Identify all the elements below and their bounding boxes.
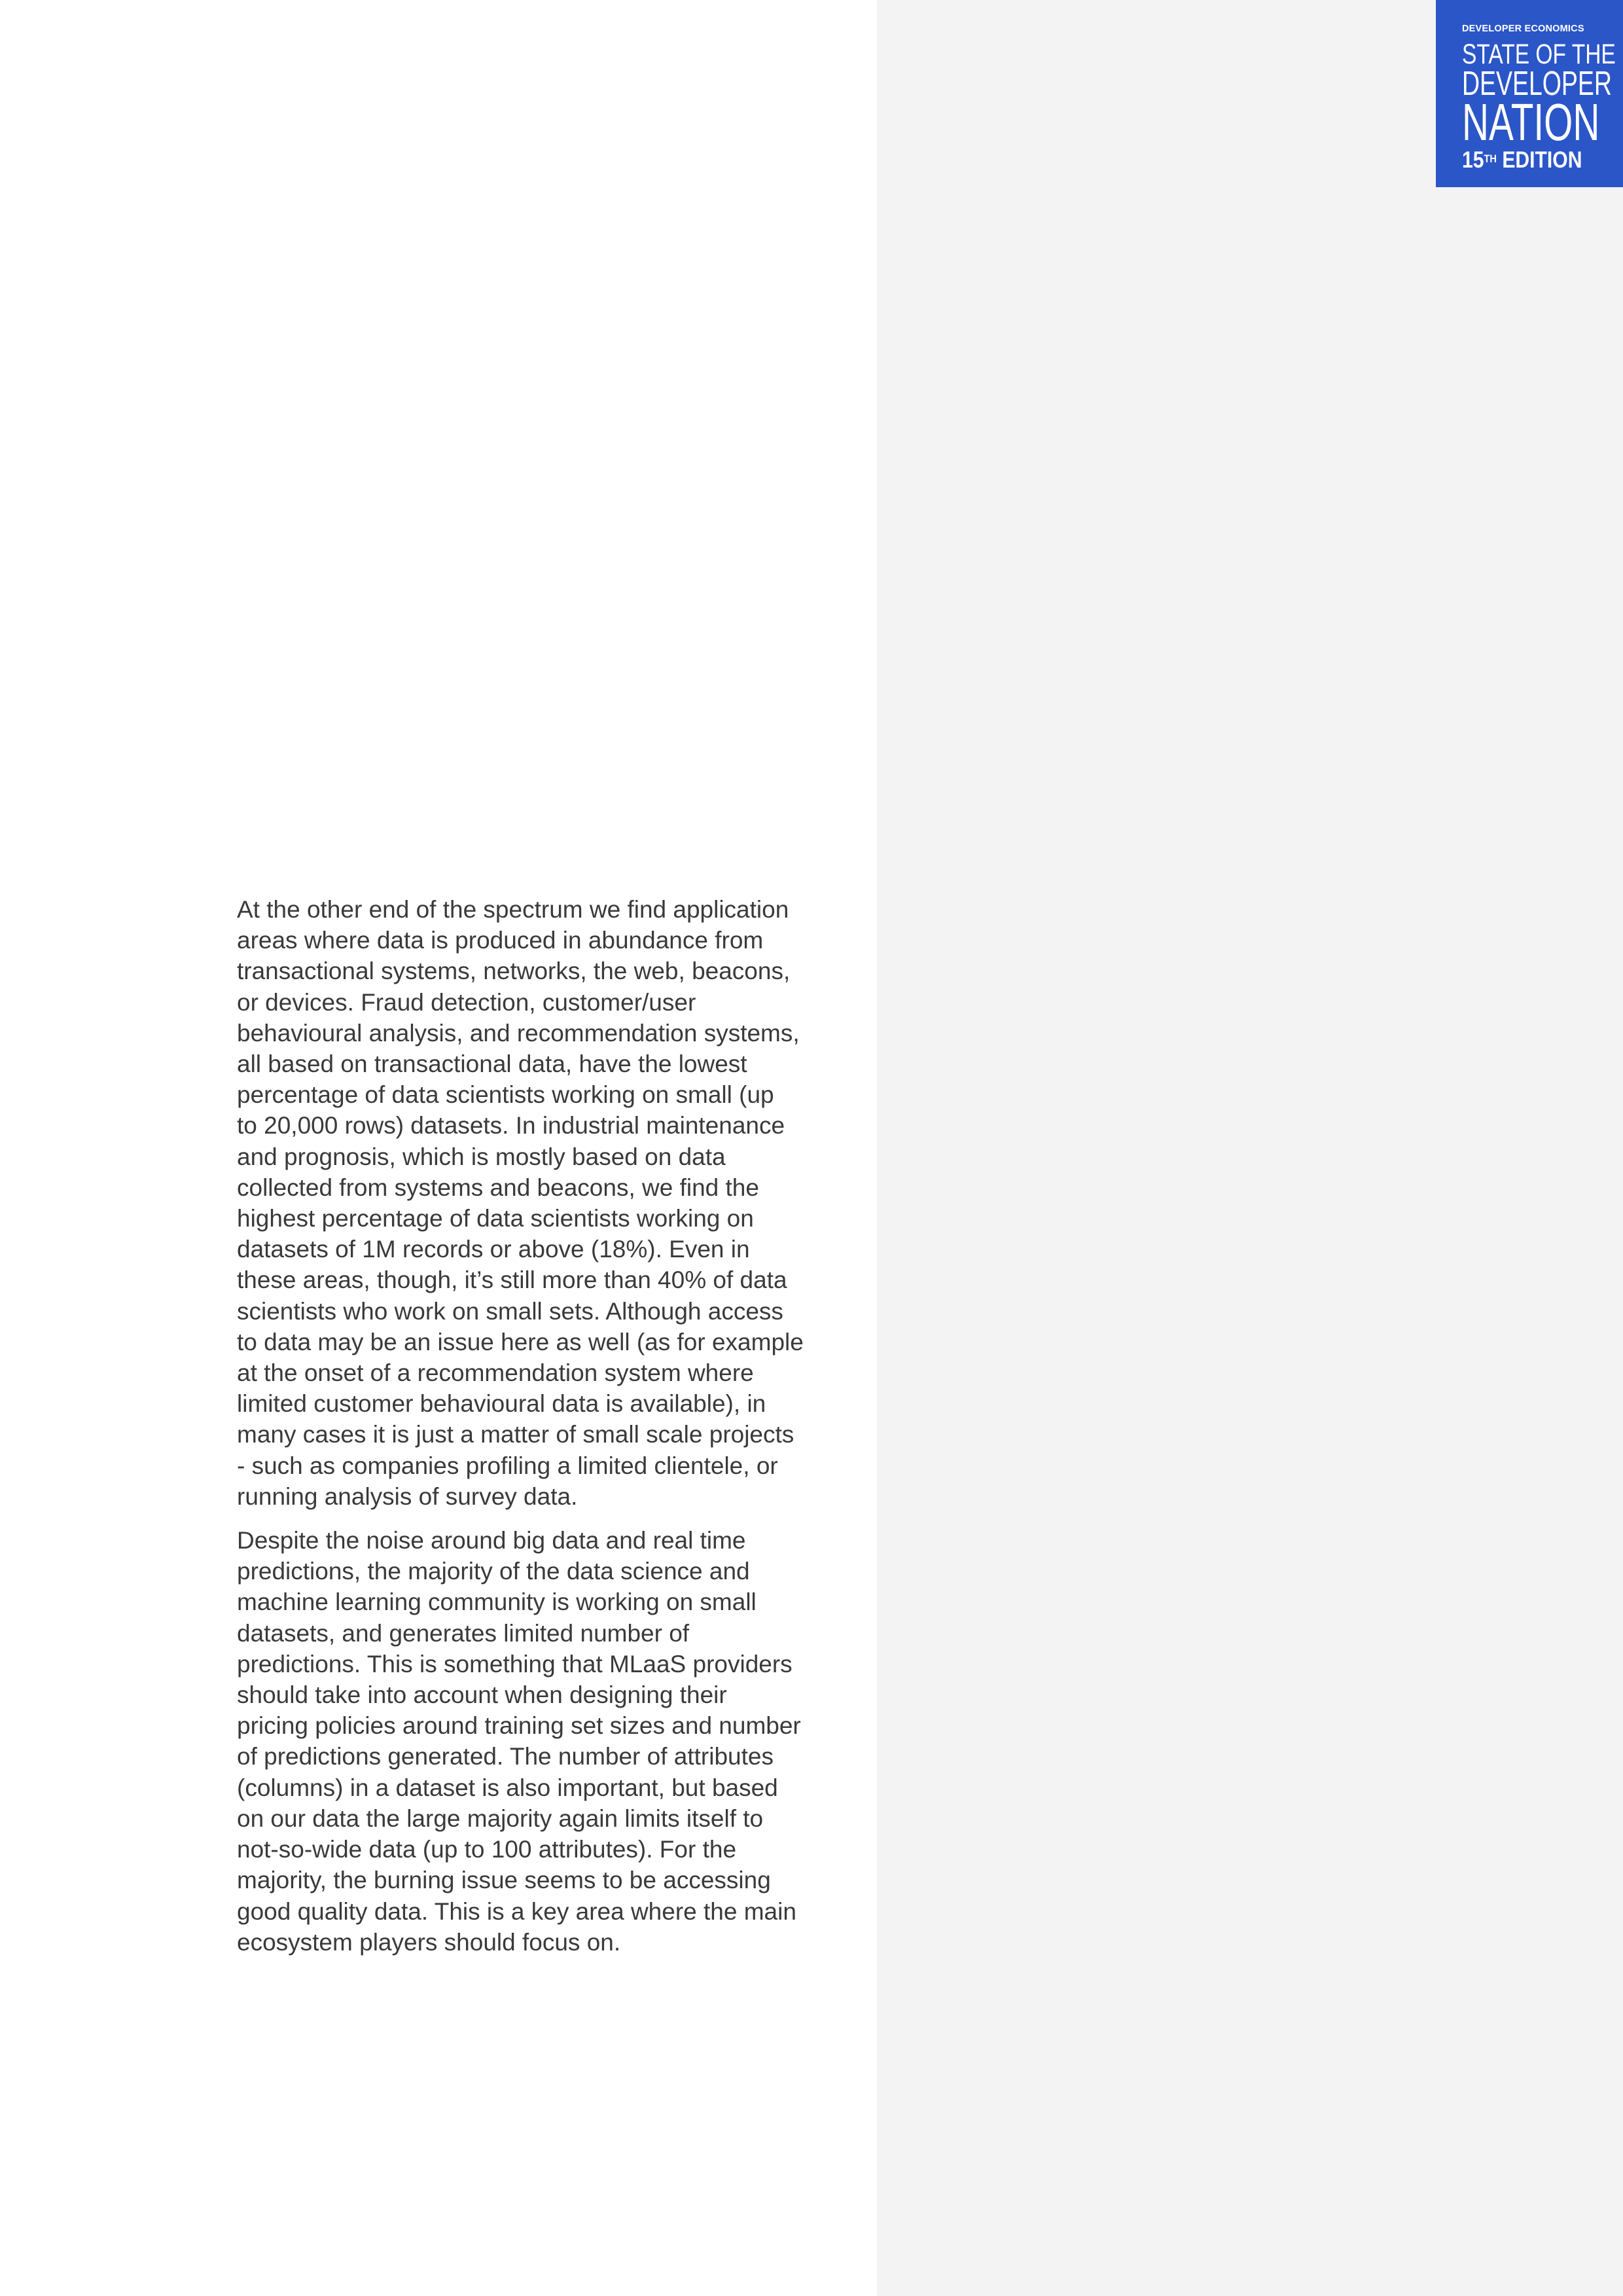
text-line: all based on transactional data, have the lowest <box>237 1050 747 1078</box>
text-line: transactional systems, networks, the web, beacons, <box>237 958 791 985</box>
text-line: at the onset of a recommendation system where <box>237 1359 754 1387</box>
text-line: highest percentage of data scientists working on <box>237 1205 754 1232</box>
text-line: running analysis of survey data. <box>237 1482 578 1510</box>
text-line: good quality data. This is a key area where the main <box>237 1897 796 1925</box>
text-line: not-so-wide data (up to 100 attributes). For the <box>237 1836 737 1863</box>
text-line: datasets, and generates limited number of <box>237 1619 690 1647</box>
badge-edition <box>1462 148 1601 173</box>
report-badge-logo <box>1436 0 1623 187</box>
text-line: scientists who work on small sets. Although access <box>237 1297 783 1325</box>
text-line: predictions, the majority of the data science and <box>237 1558 750 1585</box>
badge-title-line-2: DEVELOPER <box>1462 65 1612 103</box>
text-line: collected from systems and beacons, we find the <box>237 1174 759 1201</box>
text-line: majority, the burning issue seems to be accessing <box>237 1867 771 1894</box>
badge-edition-number: 15 <box>1462 147 1484 173</box>
text-line: ecosystem players should focus on. <box>237 1928 621 1956</box>
article-body <box>237 894 826 1971</box>
paragraph-2 <box>237 1525 826 1958</box>
badge-title-line-1: STATE OF THE <box>1462 39 1616 70</box>
badge-title-line-3: NATION <box>1462 93 1600 151</box>
badge-kicker: DEVELOPER ECONOMICS <box>1462 24 1584 34</box>
text-line: and prognosis, which is mostly based on data <box>237 1143 726 1170</box>
text-line: on our data the large majority again limits itself to <box>237 1804 764 1832</box>
text-line: or devices. Fraud detection, customer/user <box>237 988 696 1016</box>
text-line: At the other end of the spectrum we find application <box>237 896 789 923</box>
text-line: machine learning community is working on small <box>237 1588 757 1616</box>
text-line: behavioural analysis, and recommendation systems, <box>237 1019 800 1047</box>
text-line: these areas, though, it’s still more than 40% of data <box>237 1266 787 1294</box>
text-line: - such as companies profiling a limited clientele, or <box>237 1452 778 1479</box>
text-line: Despite the noise around big data and real time <box>237 1527 746 1554</box>
text-line: to 20,000 rows) datasets. In industrial maintenance <box>237 1112 785 1139</box>
text-line: percentage of data scientists working on small (up <box>237 1081 774 1109</box>
text-line: predictions. This is something that MLaaS providers <box>237 1650 793 1677</box>
page-side-panel <box>877 0 1623 2296</box>
badge-edition-suffix: TH <box>1484 152 1497 165</box>
text-line: limited customer behavioural data is available), in <box>237 1390 766 1418</box>
badge-edition-word: EDITION <box>1502 147 1582 173</box>
text-line: many cases it is just a matter of small scale projects <box>237 1421 794 1448</box>
text-line: areas where data is produced in abundance from <box>237 927 764 954</box>
text-line: of predictions generated. The number of attributes <box>237 1743 774 1770</box>
paragraph-1 <box>237 894 826 1512</box>
text-line: pricing policies around training set sizes and number <box>237 1712 801 1740</box>
text-line: should take into account when designing their <box>237 1681 727 1709</box>
text-line: (columns) in a dataset is also important, but based <box>237 1774 778 1801</box>
text-line: datasets of 1M records or above (18%). Even in <box>237 1236 750 1263</box>
text-line: to data may be an issue here as well (as for example <box>237 1328 804 1355</box>
